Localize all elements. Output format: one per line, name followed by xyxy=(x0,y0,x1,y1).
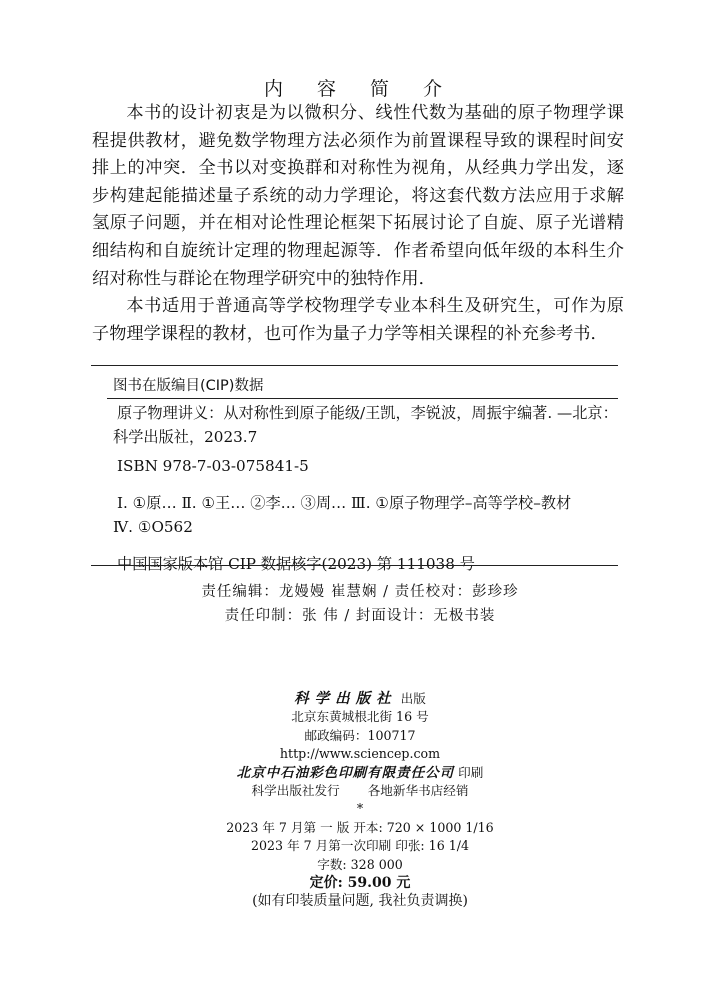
website-url: http://www.sciencep.com xyxy=(279,746,441,762)
distribution-line xyxy=(0,782,720,800)
intro-paragraph-1: 本书的设计初衷是为以微积分、线性代数为基础的原子物理学课程提供教材，避免数学物理方法必须作为前置课程导致的课程时间安排上的冲突．全书以对变换群和对称性为视角，从经典力学出发，逐步构建起能描述量子系统的动力学理论，将这套代数方法应用于求解氢原子问题，并在相对论性理论框架下拓展讨论了自旋、原子光谱精细结构和自旋统计定理的物理起源等．作者希望向低年级的本科生介绍对称性与群论在物理学研究中的独特作用． xyxy=(92,103,624,289)
intro-paragraph-2: 本书适用于普通高等学校物理学专业本科生及研究生，可作为原子物理学课程的教材，也可作为量子力学等相关课程的补充参考书． xyxy=(92,296,624,344)
cip-classification-2: Ⅳ. ①O562 xyxy=(113,518,193,536)
price: 定价: 59.00 元 xyxy=(309,875,411,892)
print-label: 印刷 xyxy=(458,764,484,780)
publish-label: 出版 xyxy=(400,691,426,706)
cip-publisher-line: 科学出版社，2023.7 xyxy=(113,428,258,446)
cip-header: 图书在版编目(CIP)数据 xyxy=(113,378,264,394)
credits-production: 责任印制：张 伟 / 封面设计：无极书装 xyxy=(224,608,496,624)
separator-star: * xyxy=(356,801,364,817)
publisher-logo-text: 科学出版社 xyxy=(294,690,397,707)
cip-isbn: ISBN 978-7-03-075841-5 xyxy=(117,457,309,475)
edition-info: 2023 年 7 月第 一 版 开本: 720 × 1000 1/16 xyxy=(226,819,494,835)
cip-block xyxy=(113,401,633,576)
credits-editors: 责任编辑：龙嫚嫚 崔慧娴 / 责任校对：彭珍珍 xyxy=(201,584,519,600)
printing-info: 2023 年 7 月第一次印刷 印张: 16 1/4 xyxy=(251,838,469,854)
publisher-address: 北京东黄城根北街 16 号 xyxy=(291,709,429,725)
cip-library-number: 中国国家版本馆 CIP 数据核字(2023) 第 111038 号 xyxy=(117,555,475,573)
cip-title-line: 原子物理讲义：从对称性到原子能级/王凯，李锐波，周振宇编著. —北京： xyxy=(117,404,618,422)
distributor: 科学出版社发行 xyxy=(251,783,340,799)
cip-header-divider xyxy=(107,398,618,399)
word-count: 字数: 328 000 xyxy=(317,856,403,872)
cip-bottom-divider xyxy=(91,565,618,566)
publisher-line xyxy=(0,690,720,708)
printer-name: 北京中石油彩色印刷有限责任公司 xyxy=(236,764,455,781)
page-title: 内 容 简 介 xyxy=(263,78,457,100)
postcode: 邮政编码：100717 xyxy=(304,727,416,743)
quality-note: (如有印装质量问题, 我社负责调换) xyxy=(252,893,468,910)
retailer: 各地新华书店经销 xyxy=(367,783,469,799)
colophon xyxy=(0,690,720,911)
cip-classification: Ⅰ. ①原… Ⅱ. ①王… ②李… ③周… Ⅲ. ①原子物理学–高等学校–教材 xyxy=(117,494,572,512)
printer-line xyxy=(0,764,720,782)
intro-text xyxy=(92,100,624,348)
cip-top-divider xyxy=(91,365,618,366)
